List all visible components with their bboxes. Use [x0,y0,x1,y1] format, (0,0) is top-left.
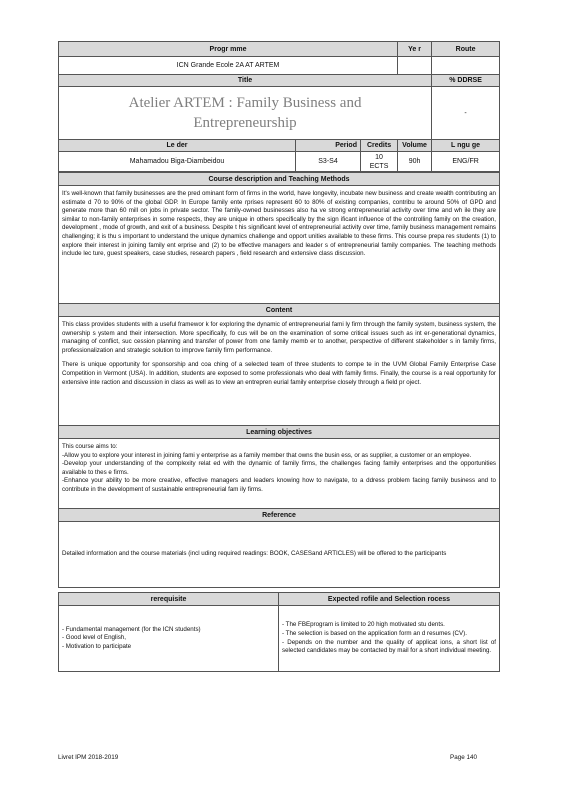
route-value [432,57,500,75]
course-sheet [58,41,499,672]
credits-label: Credits [361,140,398,152]
leader-label: Le der [59,140,296,152]
course-title [59,87,432,140]
course-title-line1: Atelier ARTEM : Family Business and [128,95,362,111]
leader-value: Mahamadou Biga-Diambeidou [59,152,296,172]
expected-profile-text [279,606,500,672]
objectives-line: -Enhance your ability to be more creative, effective managers and leaders knowing how to navigate, to a ddress problem facing family business and to contribute in the development of sustainable entrepreneurial fam ily firms. [62,477,496,493]
footer-page-number: Page 140 [450,754,477,761]
volume-value: 90h [398,152,432,172]
prerequisite-title: rerequisite [59,593,279,606]
period-value: S3-S4 [296,152,361,172]
prerequisite-line: - Good level of English, [62,634,126,642]
objectives-line: This course aims to: [62,443,118,450]
prerequisite-text [59,606,279,672]
content-paragraph-1: This class provides students with a useful framewor k for exploring the dynamic of entrepreneurial fami ly firm through the family system, business system, the ownership s ystem and their intersection. More specifically, fo cus will be on the examination of some critical issues such as int er-generational dynamics, managing of conflict, suc cession planning and transfer of power from one family memb er to another, perspective of different stakeholder s in family firms, professionalization and strategic solution to improve family firm performance. [62,321,496,354]
objectives-line: -Allow you to explore your interest in joining fami y enterprise as a family member that owns the busin ess, or as supplier, a customer or an employee. [62,451,472,459]
objectives-line: -Develop your understanding of the complexity relat ed with the dynamic of family firms, the challenges facing family enterprises and the opportunities available to thes e firms. [62,460,496,476]
objectives-title: Learning objectives [59,426,500,439]
course-header-table [58,41,500,172]
expected-line: - Depends on the number and the quality of applicat ions, a short list of selected candidates may be contacted by mail for a short individual meeting. [282,638,496,655]
description-title: Course description and Teaching Methods [59,173,500,186]
expected-line: - The FBEprogram is limited to 20 high motivated stu dents. [282,621,445,629]
expected-line: - The selection is based on the application form an d resumes (CV). [282,629,467,637]
content-paragraph-2: There is unique opportunity for sponsorship and coa ching of a selected team of three students to compe te in the UVM Global Family Enterprise Case Competition in Vermont (USA). In addition, students are exposed to some professionals who deal with family firms. Finally, the course is a real opportunity for extensive inte raction and discussion in class as well as to view an entrepren eurial family enterprise closely through a field pr oject. [62,361,496,386]
language-value: ENG/FR [432,152,500,172]
program-value: ICN Grande Ecole 2A AT ARTEM [59,57,398,75]
credits-value [361,152,398,172]
language-label: L ngu ge [432,140,500,152]
objectives-text [59,439,500,509]
title-label: Title [59,75,432,87]
year-label: Ye r [398,42,432,57]
sections-table [58,172,500,672]
expected-profile-title: Expected rofile and Selection rocess [279,593,500,606]
period-label: Period [296,140,361,152]
prerequisite-line: - Fundamental management (for the ICN students) [62,625,201,633]
reference-title: Reference [59,509,500,522]
ddrse-value: - [432,87,500,140]
volume-label: Volume [398,140,432,152]
content-text [59,317,500,426]
year-value [398,57,432,75]
credits-number: 10 [375,153,383,161]
ddrse-label: % DDRSE [432,75,500,87]
footer-booklet: Livret IPM 2018-2019 [58,754,119,761]
reference-text: Detailed information and the course materials (incl uding required readings: BOOK, CASESand ARTICLES) will be offered to the participants [59,522,500,588]
route-label: Route [432,42,500,57]
content-title: Content [59,304,500,317]
program-label: Progr mme [59,42,398,57]
credits-unit: ECTS [369,162,389,170]
description-text: It's well-known that family businesses are the pred ominant form of firms in the world, have longevity, incubate new business and create wealth contributing an estimate d 70 to 90% of the global GDP. In Europe family ente rprises represent 60 to 80% of existing companies, contribu te around 50% of GPD and generate more than 60 mill on jobs in private sector. The family-owned businesses also ha ve strong entrepreneurial activity over time and wh ile they are similar to non-family enterprises in some respects, they are unique in others specifically by the sign ificant influence of the controlling family on the creation, development , mode of growth, and exit of a business. Despite t his significant level of entrepreneurial activity over time, family business management remains challenging; it is thu s important to understand the unique dynamics challenge and opport unities available to these firms. This course prepa res students (1) to explore their interest in joining family ent erprise and (2) to be effective managers and leader s of entrepreneurial family companies. The teaching methods include lec ture, guest speakers, case studies, research papers , field research and extensive class discussion. [59,186,500,304]
course-title-line2: Entrepreneurship [193,115,297,131]
prerequisite-line: - Motivation to participate [62,642,132,650]
